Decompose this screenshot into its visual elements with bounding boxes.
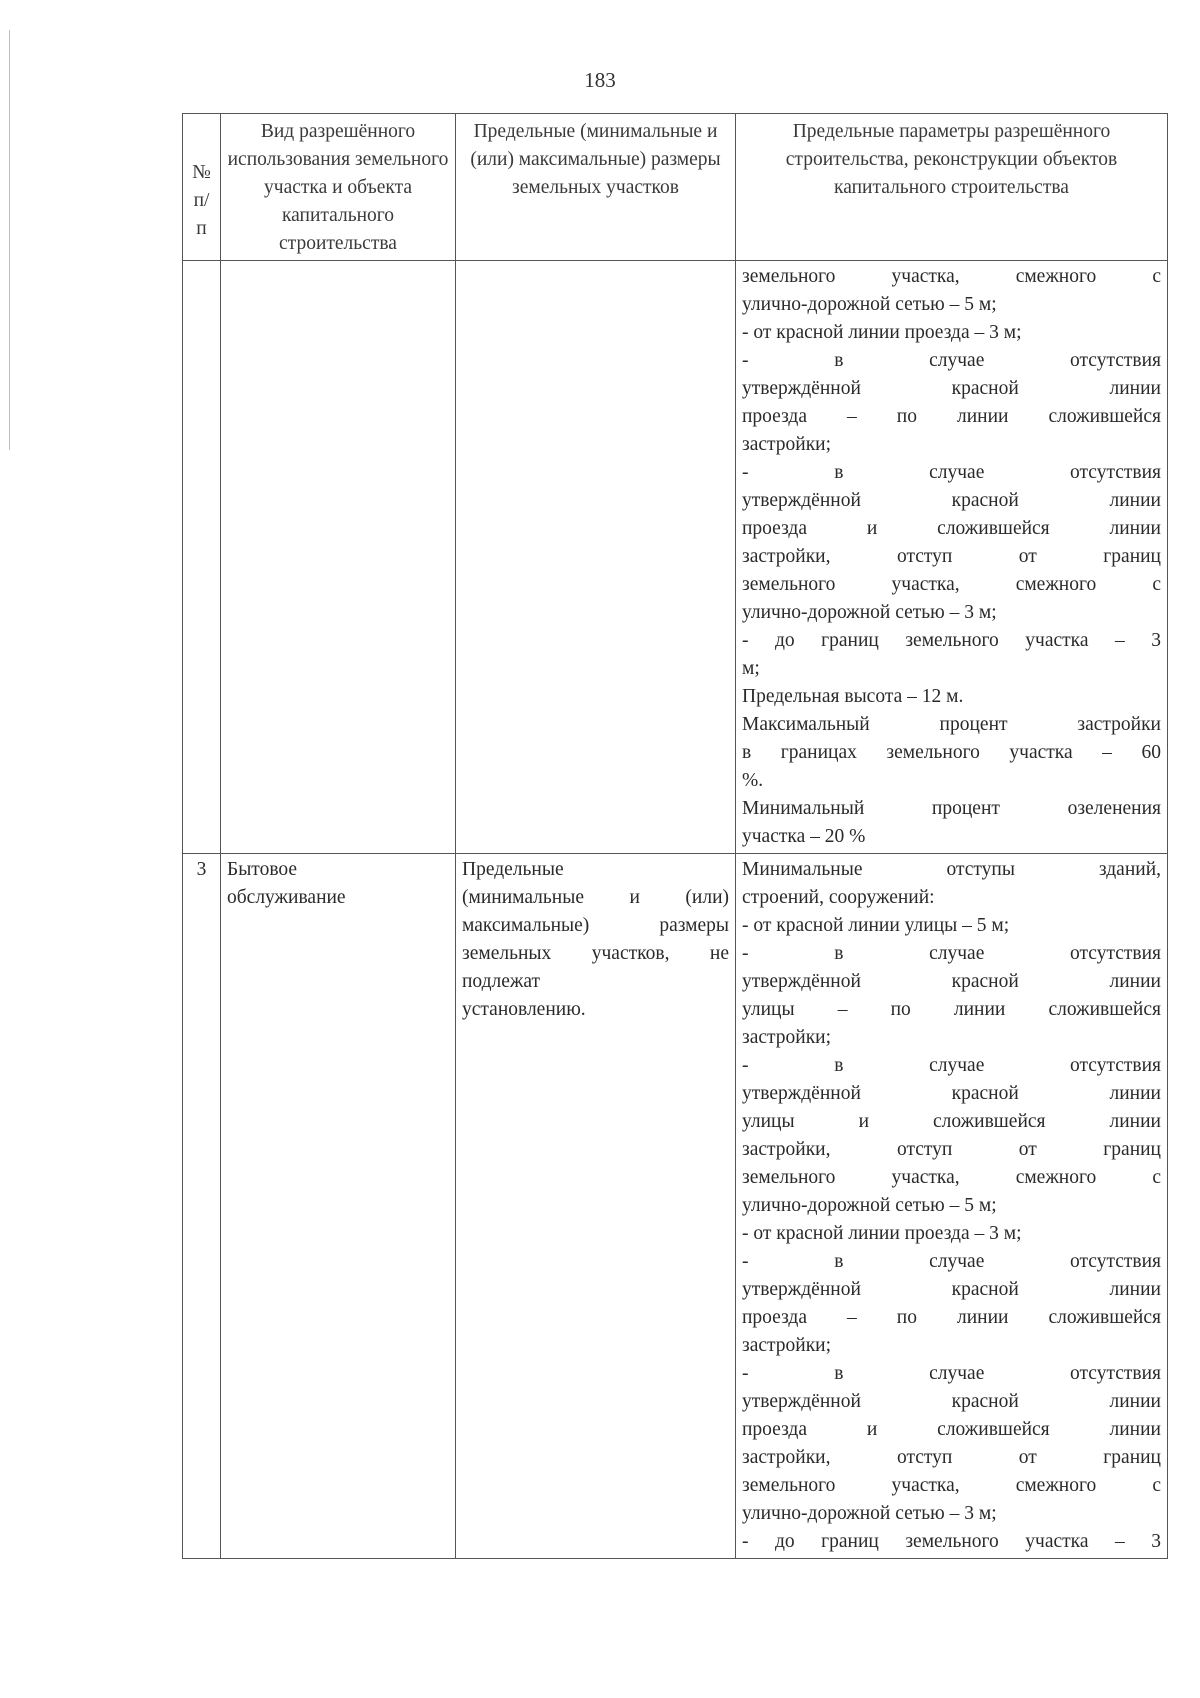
text-line: утверждённой красной линии	[742, 490, 1161, 511]
text-line: утверждённой красной линии	[742, 378, 1161, 399]
text-line: строений, сооружений:	[742, 887, 935, 908]
text-line: - в случае отсутствия	[742, 1251, 1161, 1272]
text-line: проезда – по линии сложившейся	[742, 406, 1161, 427]
text-line: земельного участка, смежного с	[742, 1167, 1161, 1188]
text-line: улично-дорожной сетью – 3 м;	[742, 602, 997, 623]
text-line: застройки;	[742, 1027, 832, 1048]
text-line: застройки;	[742, 434, 832, 455]
text-line: Минимальные отступы зданий,	[742, 859, 1161, 880]
text-line: - до границ земельного участка – 3	[742, 1531, 1161, 1552]
text-line: улично-дорожной сетью – 5 м;	[742, 294, 997, 315]
header-land-use-kind: Вид разрешённого использования земельного участка и объекта капитального строительства	[221, 114, 456, 261]
scan-edge-mark	[9, 30, 10, 450]
text-line: земельного участка, смежного с	[742, 574, 1161, 595]
header-construction-parameters: Предельные параметры разрешённого строительства, реконструкции объектов капитального строительства	[736, 114, 1168, 261]
text-line: Предельные	[462, 859, 564, 880]
cell-plot-size-limits	[456, 854, 736, 1559]
text-line: - в случае отсутствия	[742, 462, 1161, 483]
header-num: № п/п	[183, 114, 221, 261]
text-line: подлежат	[462, 971, 541, 992]
text-line: улично-дорожной сетью – 3 м;	[742, 1503, 997, 1524]
text-line: улично-дорожной сетью – 5 м;	[742, 1195, 997, 1216]
text-line: Бытовое	[227, 859, 298, 880]
text-line: проезда – по линии сложившейся	[742, 1307, 1161, 1328]
table-row-continuation	[183, 261, 1168, 854]
text-line: утверждённой красной линии	[742, 1391, 1161, 1412]
text-line: в границах земельного участка – 60	[742, 742, 1161, 763]
text-line: застройки, отступ от границ	[742, 1139, 1161, 1160]
header-plot-size-limits: Предельные (минимальные и (или) максимальные) размеры земельных участков	[456, 114, 736, 261]
text-line: улицы и сложившейся линии	[742, 1111, 1161, 1132]
table-row-3	[183, 854, 1168, 1559]
text-line: - в случае отсутствия	[742, 1055, 1161, 1076]
text-line: - в случае отсутствия	[742, 943, 1161, 964]
text-line: проезда и сложившейся линии	[742, 1419, 1161, 1440]
text-line: установлению.	[462, 999, 586, 1020]
text-line: застройки, отступ от границ	[742, 1447, 1161, 1468]
cell-num-empty	[183, 261, 221, 854]
cell-size-empty	[456, 261, 736, 854]
cell-parameters-continued	[736, 261, 1168, 854]
text-line: застройки, отступ от границ	[742, 546, 1161, 567]
table-header-row	[183, 114, 1168, 261]
text-line: (минимальные и (или)	[462, 887, 729, 908]
text-line: - в случае отсутствия	[742, 350, 1161, 371]
text-line: Предельная высота – 12 м.	[742, 686, 964, 707]
cell-row-number: 3	[183, 854, 221, 1559]
page-number: 183	[584, 68, 616, 92]
text-line: застройки;	[742, 1335, 832, 1356]
text-line: Минимальный процент озеленения	[742, 798, 1161, 819]
text-line: улицы – по линии сложившейся	[742, 999, 1161, 1020]
text-line: - от красной линии проезда – 3 м;	[742, 322, 1022, 343]
text-line: утверждённой красной линии	[742, 1083, 1161, 1104]
text-line: утверждённой красной линии	[742, 971, 1161, 992]
text-line: - от красной линии проезда – 3 м;	[742, 1223, 1022, 1244]
text-line: участка – 20 %	[742, 826, 866, 847]
text-line: - от красной линии улицы – 5 м;	[742, 915, 1010, 936]
text-line: земельного участка, смежного с	[742, 266, 1161, 287]
text-line: - до границ земельного участка – 3	[742, 630, 1161, 651]
text-line: %.	[742, 770, 764, 791]
cell-land-use-kind	[221, 854, 456, 1559]
text-line: проезда и сложившейся линии	[742, 518, 1161, 539]
text-line: м;	[742, 658, 760, 679]
text-line: максимальные) размеры	[462, 915, 729, 936]
text-line: обслуживание	[227, 887, 346, 908]
cell-kind-empty	[221, 261, 456, 854]
text-line: утверждённой красной линии	[742, 1279, 1161, 1300]
text-line: - в случае отсутствия	[742, 1363, 1161, 1384]
cell-construction-parameters	[736, 854, 1168, 1559]
text-line: земельных участков, не	[462, 943, 729, 964]
zoning-parameters-table	[182, 113, 1168, 1559]
text-line: земельного участка, смежного с	[742, 1475, 1161, 1496]
text-line: Максимальный процент застройки	[742, 714, 1161, 735]
